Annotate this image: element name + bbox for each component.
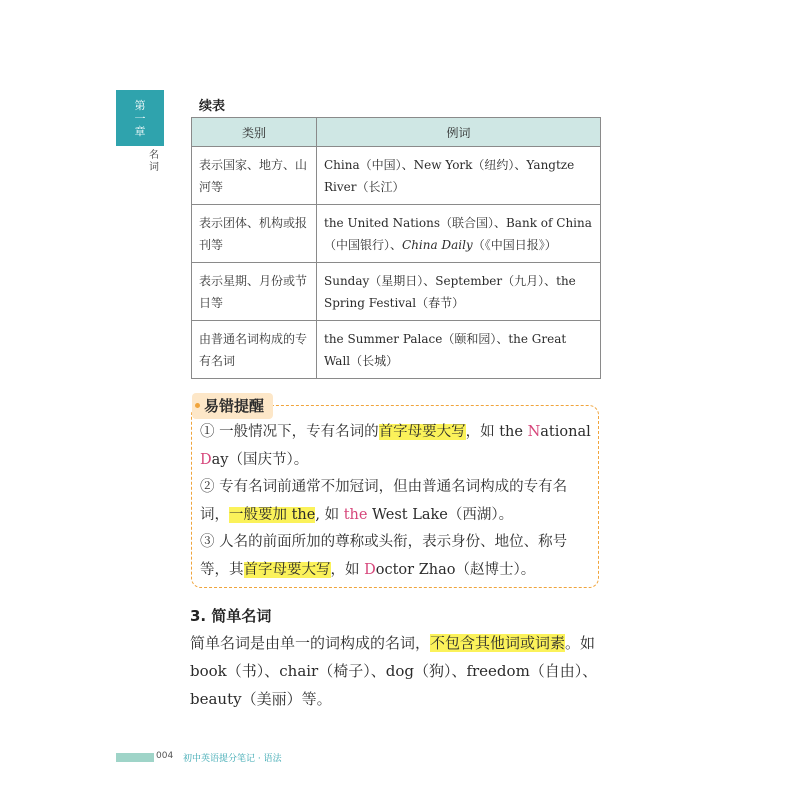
tip-body bbox=[200, 419, 596, 584]
proper-noun-table bbox=[191, 117, 601, 379]
tip-item: ① 一般情况下，专有名词的首字母要大写，如 the National Day（国庆节）。 bbox=[200, 424, 591, 468]
example-cell: the United Nations（联合国）、Bank of China（中国银行）、China Daily（《中国日报》） bbox=[317, 205, 601, 263]
continued-label: 续表 bbox=[199, 99, 226, 114]
category-cell: 表示团体、机构或报刊等 bbox=[192, 205, 317, 263]
footer-bar bbox=[116, 753, 154, 762]
section-body: 简单名词是由单一的词构成的名词，不包含其他词或词素。如 book（书）、chair（椅子）、dog（狗）、freedom（自由）、beauty（美丽）等。 bbox=[190, 634, 598, 708]
table-row bbox=[192, 147, 601, 205]
table-header-row bbox=[192, 118, 601, 147]
page-number: 004 bbox=[156, 751, 174, 761]
category-cell: 表示星期、月份或节日等 bbox=[192, 263, 317, 321]
chapter-name: 名 词 bbox=[149, 150, 159, 173]
category-cell: 由普通名词构成的专有名词 bbox=[192, 321, 317, 379]
column-header: 类别 bbox=[192, 118, 317, 147]
book-title: 初中英语提分笔记 · 语法 bbox=[183, 754, 282, 764]
chapter-tab-line: 章 bbox=[134, 124, 146, 138]
section-heading: 3. 简单名词 bbox=[190, 607, 272, 625]
table-row bbox=[192, 263, 601, 321]
example-cell: the Summer Palace（颐和园）、the Great Wall（长城） bbox=[317, 321, 601, 379]
chapter-tab bbox=[116, 90, 164, 146]
chapter-tab-line: 第 bbox=[134, 98, 146, 112]
category-cell: 表示国家、地方、山河等 bbox=[192, 147, 317, 205]
column-header: 例词 bbox=[317, 118, 601, 147]
table-row bbox=[192, 205, 601, 263]
tip-item: ② 专有名词前通常不加冠词，但由普通名词构成的专有名词，一般要加 the, 如 the West Lake（西湖）。 bbox=[200, 479, 568, 523]
tip-title: 易错提醒 bbox=[192, 393, 273, 419]
example-cell: China（中国）、New York（纽约）、Yangtze River（长江） bbox=[317, 147, 601, 205]
example-cell: Sunday（星期日）、September（九月）、the Spring Festival（春节） bbox=[317, 263, 601, 321]
tip-item: ③ 人名的前面所加的尊称或头衔，表示身份、地位、称号等，其首字母要大写，如 Doctor Zhao（赵博士）。 bbox=[200, 534, 568, 578]
table-row bbox=[192, 321, 601, 379]
chapter-tab-line: 一 bbox=[134, 111, 146, 125]
